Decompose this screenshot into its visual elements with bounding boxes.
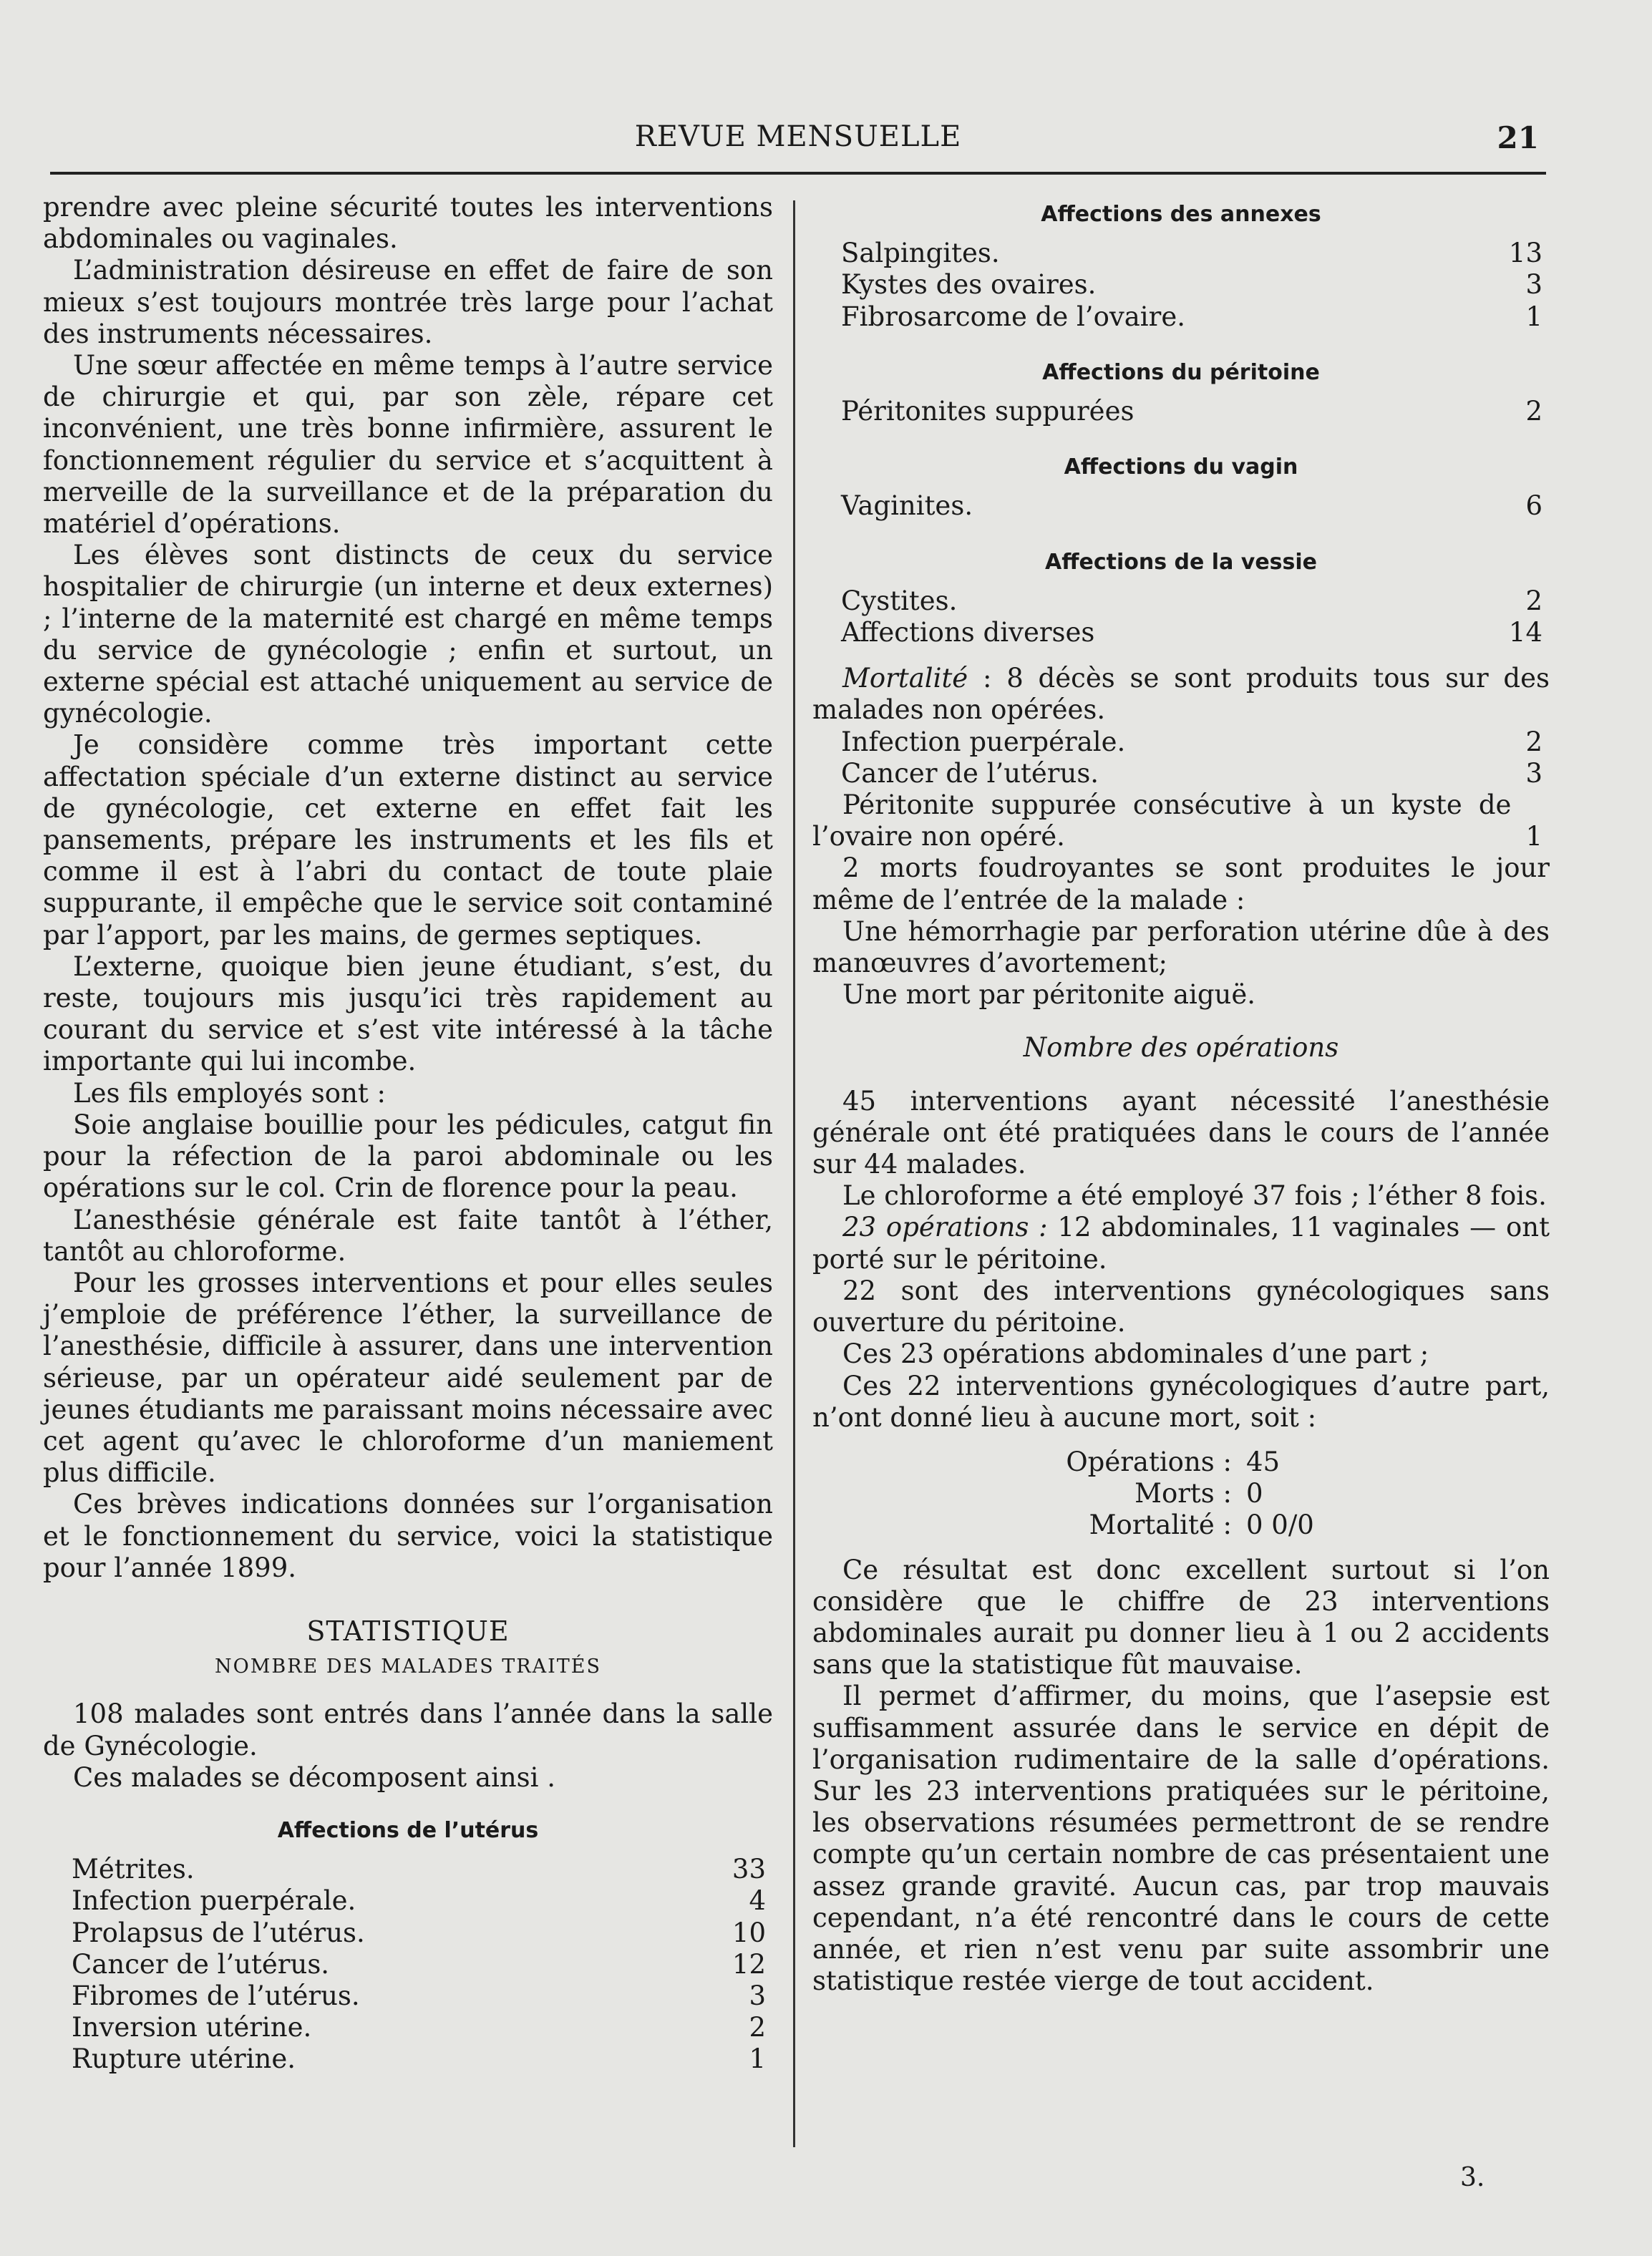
table-row bbox=[43, 2043, 773, 2075]
summary-label: Opérations : bbox=[1066, 1446, 1232, 1477]
paragraph: Ces malades se décomposent ainsi . bbox=[73, 1761, 556, 1793]
paragraph: L’anesthésie générale est faite tantôt à l’éther, tantôt au chloroforme. bbox=[43, 1204, 773, 1267]
paragraph: Les élèves sont distincts de ceux du service hospitalier de chirurgie (un interne et deux externes) ; l’interne de la maternité est chargé en même temps du service de gynécologie ; enfin et surtout, un externe spécial est attaché uniquement au service de gynécologie. bbox=[43, 540, 773, 729]
row-value: 3 bbox=[1525, 757, 1542, 789]
left-column bbox=[43, 192, 773, 2076]
row-label: Cystites. bbox=[841, 585, 958, 616]
table-row bbox=[812, 490, 1550, 522]
section-heading-operations: Nombre des opérations bbox=[1023, 1032, 1339, 1064]
row-label: Kystes des ovaires. bbox=[841, 269, 1097, 301]
table-row bbox=[43, 1949, 773, 1980]
annexes-table bbox=[812, 238, 1550, 333]
row-value: 6 bbox=[1525, 490, 1542, 522]
paragraph: Les fils employés sont : bbox=[73, 1077, 386, 1109]
section-heading-vagin: Affections du vagin bbox=[1064, 454, 1298, 480]
journal-title: REVUE MENSUELLE bbox=[634, 120, 962, 153]
ops-label: 23 opérations : bbox=[842, 1212, 1048, 1243]
header-rule bbox=[50, 172, 1546, 175]
table-row bbox=[43, 1980, 773, 2012]
column-divider bbox=[793, 200, 795, 2147]
row-value: 2 bbox=[1525, 726, 1542, 757]
table-row bbox=[43, 1885, 773, 1917]
paragraph: 45 interventions ayant nécessité l’anesthésie générale ont été pratiquées dans le cours de l’année sur 44 malades. bbox=[812, 1085, 1550, 1180]
row-value: 14 bbox=[1508, 617, 1542, 648]
table-row bbox=[812, 269, 1550, 301]
row-label: Affections diverses bbox=[841, 617, 1095, 648]
summary-value: 45 bbox=[1246, 1446, 1281, 1477]
paragraph bbox=[812, 1212, 1550, 1275]
row-value: 13 bbox=[1508, 238, 1542, 269]
summary-row bbox=[812, 1509, 1550, 1541]
paragraph: Une hémorrhagie par perforation utérine dûe à des manœuvres d’avortement; bbox=[812, 915, 1550, 979]
running-header bbox=[50, 120, 1546, 163]
row-label: Cancer de l’utérus. bbox=[72, 1948, 330, 1980]
paragraph: Une mort par péritonite aiguë. bbox=[842, 979, 1256, 1011]
row-value: 2 bbox=[749, 2012, 766, 2043]
table-row bbox=[812, 758, 1550, 789]
row-label: Inversion utérine. bbox=[72, 2012, 312, 2043]
signature-number: 3. bbox=[1460, 2163, 1485, 2192]
table-row bbox=[812, 585, 1550, 617]
table-row bbox=[43, 1917, 773, 1949]
row-value: 2 bbox=[1525, 585, 1542, 616]
statistics-subtitle: NOMBRE DES MALADES TRAITÉS bbox=[214, 1655, 602, 1678]
row-label: Cancer de l’utérus. bbox=[841, 757, 1099, 789]
paragraph: Il permet d’affirmer, du moins, que l’asepsie est suffisamment assurée dans le service en dépit de l’organisation rudimentaire de la salle d’opérations. Sur les 23 interventions pratiquées sur le péritoine, les observations résumées permettront de se rendre compte qu’un certain nombre de cas présentaient une assez grande gravité. Aucun cas, par trop mauvais cependant, n’a été rencontré dans le cours de cette année, et rien n’est venu par suite assombrir une statistique restée vierge de tout accident. bbox=[812, 1681, 1550, 1997]
row-value: 3 bbox=[1525, 269, 1542, 301]
section-heading-peritoine: Affections du péritoine bbox=[1042, 359, 1320, 385]
row-value: 3 bbox=[749, 1980, 766, 2011]
paragraph: Ce résultat est donc excellent surtout si l’on considère que le chiffre de 23 interventions abdominales aurait pu donner lieu à 1 ou 2 accidents sans que la statistique fût mauvaise. bbox=[812, 1554, 1550, 1681]
paragraph: 2 morts foudroyantes se sont produites le jour même de l’entrée de la malade : bbox=[812, 852, 1550, 915]
summary-table bbox=[812, 1447, 1550, 1542]
row-label: Salpingites. bbox=[841, 238, 1000, 269]
paragraph: L’administration désireuse en effet de faire de son mieux s’est toujours montrée très large pour l’achat des instruments nécessaires. bbox=[43, 255, 773, 349]
section-heading-uterus: Affections de l’utérus bbox=[277, 1817, 539, 1843]
mortality-label: Mortalité bbox=[842, 663, 968, 694]
uterus-table bbox=[43, 1854, 773, 2075]
row-label: Péritonite suppurée consécutive à un kyste de l’ovaire non opéré. bbox=[812, 789, 1512, 852]
row-value: 10 bbox=[732, 1917, 766, 1948]
summary-value: 0 0/0 bbox=[1246, 1509, 1314, 1541]
row-label: Vaginites. bbox=[841, 490, 973, 522]
summary-value: 0 bbox=[1246, 1478, 1263, 1509]
page-number: 21 bbox=[1497, 120, 1539, 155]
row-label: Infection puerpérale. bbox=[841, 726, 1126, 757]
table-row bbox=[812, 726, 1550, 758]
row-label: Prolapsus de l’utérus. bbox=[72, 1917, 365, 1948]
row-label: Fibrosarcome de l’ovaire. bbox=[841, 301, 1185, 332]
row-value: 1 bbox=[749, 2043, 766, 2075]
paragraph: Pour les grosses interventions et pour elles seules j’emploie de préférence l’éther, la surveillance de l’anesthésie, difficile à assurer, dans une intervention sérieuse, par un opérateur aidé seulement par de jeunes étudiants me paraissant moins nécessaire avec cet agent qu’avec le chloroforme d’un maniement plus difficile. bbox=[43, 1267, 773, 1489]
row-label: Fibromes de l’utérus. bbox=[72, 1980, 360, 2011]
paragraph: Une sœur affectée en même temps à l’autre service de chirurgie et qui, par son zèle, répare cet inconvénient, une très bonne infirmière, assurent le fonctionnement régulier du service et s’acquittent à merveille de la surveillance et de la préparation du matériel d’opérations. bbox=[43, 350, 773, 540]
row-value: 1 bbox=[1525, 301, 1542, 332]
table-row bbox=[812, 301, 1550, 333]
row-label: Péritonites suppurées bbox=[841, 396, 1134, 427]
row-value: 2 bbox=[1525, 396, 1542, 427]
paragraph: Ces 23 opérations abdominales d’une part ; bbox=[842, 1338, 1429, 1370]
table-row bbox=[812, 238, 1550, 269]
table-row bbox=[812, 789, 1550, 852]
mortality-text: : 8 décès se sont produits tous sur des malades non opérées. bbox=[812, 663, 1550, 726]
section-heading-annexes: Affections des annexes bbox=[1041, 202, 1321, 227]
paragraph: prendre avec pleine sécurité toutes les interventions abdominales ou vaginales. bbox=[43, 192, 773, 255]
paragraph: Le chloroforme a été employé 37 fois ; l’éther 8 fois. bbox=[842, 1180, 1547, 1212]
summary-row bbox=[812, 1447, 1550, 1478]
summary-row bbox=[812, 1478, 1550, 1509]
paragraph: Ces brèves indications données sur l’organisation et le fonctionnement du service, voici la statistique pour l’année 1899. bbox=[43, 1489, 773, 1583]
row-value: 4 bbox=[749, 1885, 766, 1917]
section-heading-vessie: Affections de la vessie bbox=[1044, 549, 1318, 575]
paragraph: 108 malades sont entrés dans l’année dans la salle de Gynécologie. bbox=[43, 1698, 773, 1761]
row-label: Rupture utérine. bbox=[72, 2043, 296, 2075]
row-value: 12 bbox=[732, 1948, 766, 1980]
paragraph: Ces 22 interventions gynécologiques d’autre part, n’ont donné lieu à aucune mort, soit : bbox=[812, 1370, 1550, 1433]
table-row bbox=[43, 1854, 773, 1885]
table-row bbox=[812, 617, 1550, 648]
row-value: 1 bbox=[1525, 821, 1542, 852]
table-row bbox=[812, 396, 1550, 427]
summary-label: Morts : bbox=[1134, 1478, 1232, 1509]
paragraph: L’externe, quoique bien jeune étudiant, s’est, du reste, toujours mis jusqu’ici très rapidement au courant du service et s’est vite intéressé à la tâche importante qui lui incombe. bbox=[43, 950, 773, 1077]
row-value: 33 bbox=[732, 1854, 766, 1885]
row-label: Métrites. bbox=[72, 1854, 195, 1885]
statistics-title: STATISTIQUE bbox=[306, 1615, 510, 1647]
mortality-paragraph bbox=[812, 663, 1550, 726]
paragraph: 22 sont des interventions gynécologiques sans ouverture du péritoine. bbox=[812, 1275, 1550, 1338]
paragraph: Je considère comme très important cette affectation spéciale d’un externe distinct au service de gynécologie, cet externe en effet fait les pansements, prépare les instruments et les fils et comme il est à l’abri du contact de toute plaie suppurante, il empêche que le service soit contaminé par l’apport, par les mains, de germes septiques. bbox=[43, 729, 773, 950]
ops-text: 12 abdominales, 11 vaginales — ont porté sur le péritoine. bbox=[812, 1212, 1550, 1275]
paragraph: Soie anglaise bouillie pour les pédicules, catgut fin pour la réfection de la paroi abdominale ou les opérations sur le col. Crin de florence pour la peau. bbox=[43, 1109, 773, 1204]
row-label: Infection puerpérale. bbox=[72, 1885, 356, 1917]
table-row bbox=[43, 2012, 773, 2043]
right-column bbox=[812, 192, 1550, 1997]
summary-label: Mortalité : bbox=[1089, 1509, 1232, 1541]
